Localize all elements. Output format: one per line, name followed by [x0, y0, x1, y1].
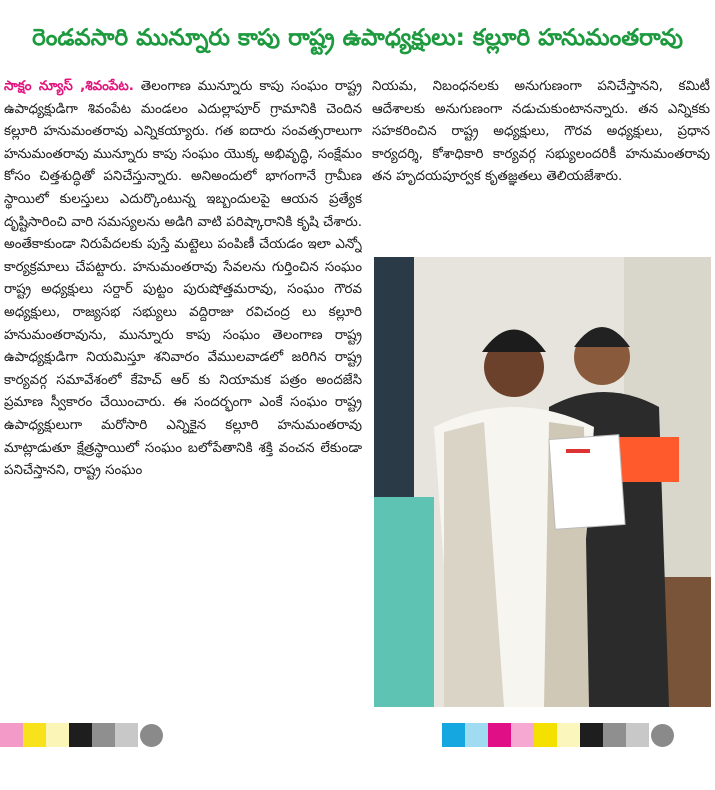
- color-swatch: [46, 723, 69, 747]
- color-swatch: [603, 723, 626, 747]
- registration-dot-icon: [651, 724, 674, 747]
- color-swatch: [580, 723, 603, 747]
- registration-dot-icon: [140, 724, 163, 747]
- color-swatch: [0, 723, 23, 747]
- color-swatch: [115, 723, 138, 747]
- color-registration-strip-right: [442, 722, 674, 748]
- color-swatch: [23, 723, 46, 747]
- color-swatch: [511, 723, 534, 747]
- article-body-left: తెలంగాణ మున్నూరు కాపు సంఘం రాష్ట్ర ఉపాధ్యక్షుడిగా శివంపేట మండలం ఎదుల్లాపూర్ గ్రామానికి చెందిన కల్లూరి హనుమంతరావు ఎన్నికయ్యారు. గత ఐదారు సంవత్సరాలుగా హనుమంతరావు మున్నూరు కాపు సంఘం యొక్క అభివృద్ధి, సంక్షేమం కోసం చిత్తశుద్ధితో పనిచేస్తున్నారు. అనిఅందులో భాగంగానే గ్రామీణ స్థాయిలో కులస్తులు ఎదుర్కొంటున్న ఇబ్బందులపై ఆయన ప్రత్యేక దృష్టిసారించి వారి సమస్యలను అడిగి వాటి పరిష్కారానికి కృషి చేశారు. అంతేకాకుండా నిరుపేదలకు పుస్తే మట్టెలు పంపిణీ చేయడం ఇలా ఎన్నో కార్యక్రమాలు చేపట్టారు. హనుమంతరావు సేవలను గుర్తించిన సంఘం రాష్ట్ర అధ్యక్షులు సర్దార్ పుట్టం పురుషోత్తమరావు, సంఘం గౌరవ అధ్యక్షులు, రాజ్యసభ సభ్యులు వద్దిరాజు రవిచంద్ర లు కల్లూరి హనుమంతరావును, మున్నూరు కాపు సంఘం తెలంగాణ రాష్ట్ర ఉపాధ్యక్షుడిగా నియమిస్తూ శనివారం వేములవాడలో జరిగిన రాష్ట్ర కార్యవర్గ సమావేశంలో కేహెచ్ ఆర్ కు నియామక పత్రం అందజేసి ప్రమాణ స్వీకారం చేయించారు. ఈ సందర్భంగా ఎంకే సంఘం రాష్ట్ర ఉపాధ్యక్షులుగా మరోసారి ఎన్నికైన కల్లూరి హనుమంతరావు మాట్లాడుతూ క్షేత్రస్థాయిలో సంఘం బలోపేతానికి శక్తి వంచన లేకుండా పనిచేస్తానని, రాష్ట్ర సంఘం: [4, 79, 362, 479]
- color-registration-strip-left: [0, 722, 163, 748]
- article-column-right: నియమ, నిబంధనలకు అనుగుణంగా పనిచేస్తానని, కమిటీ ఆదేశాలకు అనుగుణంగా నడుచుకుంటానన్నారు. తన ఎన్నికకు సహకరించిన రాష్ట్ర అధ్యక్షులు, గౌరవ అధ్యక్షులు, ప్రధాన కార్యదర్శి, కోశాధికారి కార్యవర్గ సభ్యులందరికీ హనుమంతరావు తన హృదయపూర్వక కృతజ్ఞతలు తెలియజేశారు.: [372, 79, 710, 185]
- color-swatch: [442, 723, 465, 747]
- news-photo: [374, 257, 711, 707]
- color-swatch: [69, 723, 92, 747]
- headline: రెండవసారి మున్నూరు కాపు రాష్ట్ర ఉపాధ్యక్షులు: కల్లూరి హనుమంతరావు: [32, 25, 683, 51]
- article-dateline: సాక్షం న్యూస్ ,శివంపేట.: [4, 79, 134, 94]
- color-swatch: [534, 723, 557, 747]
- color-swatch: [465, 723, 488, 747]
- color-swatch: [92, 723, 115, 747]
- color-swatch: [626, 723, 649, 747]
- color-swatch: [488, 723, 511, 747]
- article-column-left: [4, 76, 362, 702]
- photo-two-men-appointment-letter-icon: [374, 257, 711, 707]
- color-swatch: [557, 723, 580, 747]
